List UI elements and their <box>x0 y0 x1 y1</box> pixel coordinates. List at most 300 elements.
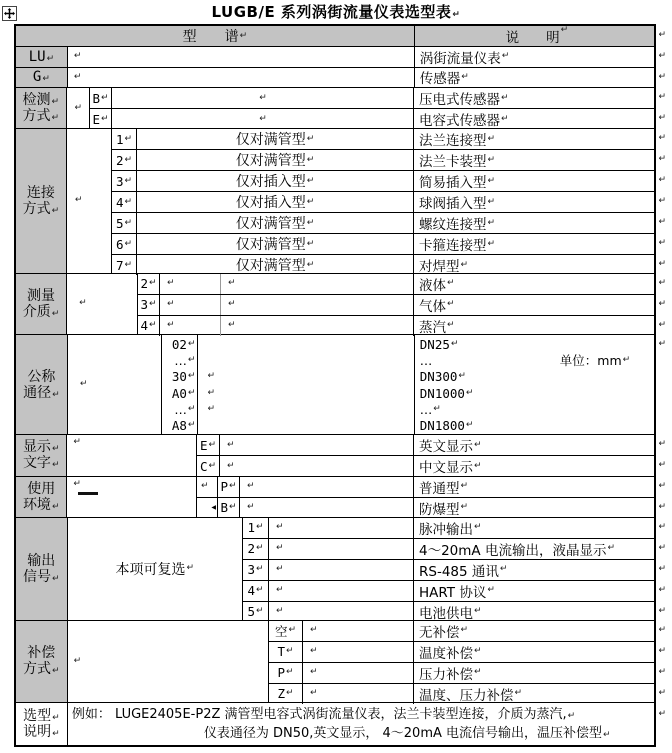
end-of-row-mark: ↵ <box>658 563 666 574</box>
option-row <box>112 171 666 192</box>
desc-cell[interactable]: 脉冲输出 ↵ <box>419 521 482 538</box>
end-of-row-mark: ↵ <box>658 71 666 82</box>
end-of-row-mark: ↵ <box>658 113 666 124</box>
paragraph-mark: ↵ <box>187 371 196 382</box>
group-selection-example <box>16 703 666 745</box>
multi-select-note-cell[interactable]: 本项可复选 ↵ <box>68 518 243 620</box>
desc-cell[interactable]: 普通型 ↵ <box>419 480 469 497</box>
paragraph-mark: ↵ <box>52 573 60 584</box>
empty-cell[interactable] <box>269 518 414 538</box>
paragraph-mark: ↵ <box>51 501 60 512</box>
paragraph-mark: ↵ <box>460 259 469 270</box>
empty-cell[interactable] <box>240 477 414 497</box>
paragraph-mark: ↵ <box>208 460 217 471</box>
paragraph-mark: ↵ <box>447 320 455 331</box>
paragraph-mark: ↵ <box>247 481 255 492</box>
option-code-cell[interactable]: B ↵ <box>218 498 240 518</box>
merged-empty-cell[interactable] <box>67 477 197 517</box>
empty-cell[interactable] <box>220 295 414 315</box>
option-code-cell[interactable]: 2 ↵ <box>138 274 160 294</box>
paragraph-mark: ↵ <box>465 387 474 398</box>
paragraph-mark: ↵ <box>474 646 482 657</box>
paragraph-mark: ↵ <box>487 585 495 596</box>
paragraph-mark: ↵ <box>208 439 217 450</box>
group-label-output[interactable]: 输出 信号↵ <box>16 518 68 620</box>
paragraph-mark: ↵ <box>501 51 510 62</box>
end-of-row-mark: ↵ <box>658 501 666 512</box>
end-of-row-mark: ↵ <box>658 154 666 165</box>
group-label-medium[interactable]: 测量 介质↵ <box>16 274 67 335</box>
end-of-row-mark: ↵ <box>658 542 666 553</box>
paragraph-mark: ↵ <box>622 354 631 365</box>
paragraph-mark: ↵ <box>461 71 469 82</box>
paragraph-mark: ↵ <box>607 543 615 554</box>
paragraph-mark: ↵ <box>259 113 267 124</box>
option-row <box>138 274 666 295</box>
option-code-cell[interactable]: P ↵ <box>218 477 240 497</box>
empty-cell[interactable] <box>303 642 414 662</box>
paragraph-mark: ↵ <box>124 196 133 207</box>
paragraph-mark: ↵ <box>474 460 482 471</box>
paragraph-mark: ↵ <box>487 238 496 249</box>
paragraph-mark: ↵ <box>474 439 482 450</box>
paragraph-mark: ↵ <box>276 585 284 596</box>
option-code-cell[interactable]: C ↵ <box>197 456 220 476</box>
end-of-row-mark: ↵ <box>658 624 666 635</box>
clipped-paragraph-mark: ◀ <box>211 504 216 512</box>
option-code-cell[interactable]: 1 ↵ <box>112 129 137 149</box>
note-cell[interactable]: 仅对满管型 ↵ <box>137 255 414 275</box>
paragraph-mark: ↵ <box>52 666 60 677</box>
option-row <box>138 316 666 336</box>
desc-cell[interactable]: 无补偿 ↵ <box>419 624 469 641</box>
option-code-cell[interactable]: 4 ↵ <box>243 581 269 601</box>
paragraph-mark: ↵ <box>124 238 133 249</box>
page-title[interactable] <box>0 1 672 22</box>
paragraph-mark: ↵ <box>100 113 109 124</box>
empty-cell[interactable] <box>269 581 414 601</box>
paragraph-mark: ↵ <box>187 338 196 349</box>
paragraph-mark: ↵ <box>460 481 469 492</box>
group-medium <box>16 274 666 336</box>
option-code-cell[interactable]: 5 ↵ <box>112 213 137 233</box>
paragraph-mark: ↵ <box>124 154 133 165</box>
group-label-environment[interactable]: 使用 环境↵ <box>16 477 67 517</box>
paragraph-mark: ↵ <box>487 196 496 207</box>
end-of-row-mark: ↵ <box>658 133 666 144</box>
desc-cell[interactable]: 电池供电 ↵ <box>419 605 482 622</box>
paragraph-mark: ↵ <box>310 688 318 699</box>
desc-cell[interactable]: 温度、压力补偿 ↵ <box>419 687 523 704</box>
group-label-connection[interactable]: 连接 方式↵ <box>16 129 67 272</box>
end-of-row-mark: ↵ <box>658 319 666 330</box>
paragraph-mark: ↵ <box>52 729 60 740</box>
paragraph-mark: ↵ <box>487 217 496 228</box>
group-compensation <box>16 621 666 704</box>
end-of-row-mark: ↵ <box>658 217 666 228</box>
empty-cell[interactable] <box>220 456 414 476</box>
paragraph-mark: ↵ <box>567 711 576 722</box>
end-of-row-mark: ↵ <box>658 687 666 698</box>
paragraph-mark: ↵ <box>228 299 236 310</box>
group-nominal-diameter <box>16 335 666 435</box>
paragraph-mark: ↵ <box>465 420 474 431</box>
empty-cell[interactable] <box>303 663 414 683</box>
paragraph-mark: ↵ <box>306 217 315 228</box>
end-of-row-mark: ↵ <box>658 521 666 532</box>
group-output-signal <box>16 518 666 622</box>
option-row <box>269 642 666 663</box>
desc-cell[interactable]: 英文显示 ↵ <box>419 439 482 456</box>
paragraph-mark: ↵ <box>51 113 60 124</box>
desc-cell[interactable]: HART 协议 ↵ <box>419 584 495 601</box>
end-of-row-mark: ↵ <box>658 277 666 288</box>
desc-cell[interactable]: 涡街流量仪表 ↵ <box>419 50 510 67</box>
table-header-row <box>16 26 666 47</box>
empty-cell[interactable] <box>160 295 220 315</box>
end-of-row-mark: ↵ <box>658 339 666 350</box>
paragraph-mark: ↵ <box>487 133 496 144</box>
option-code-cell[interactable]: 空 ↵ <box>269 621 303 641</box>
group-label-example[interactable]: 选型↵ 说明↵ <box>16 703 68 745</box>
option-row <box>243 518 666 539</box>
option-code-cell[interactable]: P ↵ <box>269 663 303 683</box>
selection-table <box>14 24 666 747</box>
option-row <box>197 477 666 498</box>
empty-cell[interactable] <box>240 498 414 518</box>
option-row <box>197 498 666 518</box>
desc-cell[interactable]: 传感器 ↵ <box>419 71 469 88</box>
paragraph-mark: ↵ <box>433 403 441 414</box>
paragraph-mark: ↵ <box>259 92 267 103</box>
paragraph-mark: ↵ <box>474 667 482 678</box>
title-text: LUGB/E 系列涡街流量仪表选型表 <box>211 3 452 21</box>
note-cell[interactable]: 仅对插入型 ↵ <box>137 171 414 191</box>
option-row <box>112 255 666 276</box>
end-of-row-mark: ↵ <box>658 92 666 103</box>
paragraph-mark: ↵ <box>487 154 496 165</box>
option-code-cell[interactable]: 5 ↵ <box>243 602 269 622</box>
paragraph-mark: ↵ <box>100 92 109 103</box>
option-row <box>243 560 666 581</box>
desc-cell[interactable]: 简易插入型 ↵ <box>419 175 496 192</box>
paragraph-mark: ↵ <box>306 175 315 186</box>
paragraph-mark: ↵ <box>187 403 196 414</box>
paragraph-mark: ↵ <box>452 10 461 20</box>
paragraph-mark: ↵ <box>73 71 82 82</box>
paragraph-mark: ↵ <box>51 97 60 108</box>
paragraph-mark: ↵ <box>255 564 264 575</box>
empty-cell[interactable] <box>269 602 414 622</box>
paragraph-mark: ↵ <box>288 625 297 636</box>
option-code-cell[interactable]: 1 ↵ <box>243 518 269 538</box>
option-row <box>243 581 666 602</box>
end-of-row-mark: ↵ <box>658 645 666 656</box>
code-cell-g[interactable]: G↵ <box>16 68 68 88</box>
paragraph-mark: ↵ <box>42 74 50 85</box>
empty-cell[interactable] <box>220 316 414 336</box>
header-cell-model[interactable]: 型 谱 ↵ <box>16 26 415 46</box>
paragraph-mark: ↵ <box>187 420 196 431</box>
paragraph-mark: ↵ <box>46 53 55 64</box>
merged-empty-cell[interactable] <box>67 88 90 128</box>
note-cell[interactable]: 仅对满管型 ↵ <box>137 150 414 170</box>
paragraph-mark: ↵ <box>207 371 215 382</box>
end-of-row-mark: ↵ <box>658 259 666 270</box>
option-code-cell[interactable]: 6 ↵ <box>112 234 137 254</box>
option-code-cell[interactable]: 3 ↵ <box>138 295 160 315</box>
option-code-cell[interactable]: 7 ↵ <box>112 255 137 275</box>
group-environment <box>16 477 666 518</box>
option-row <box>269 684 666 704</box>
option-row <box>197 456 666 477</box>
desc-cell[interactable]: 法兰连接型 ↵ <box>419 133 496 150</box>
empty-cell[interactable] <box>220 274 414 294</box>
desc-cell[interactable]: 液体 ↵ <box>419 277 455 294</box>
group-detection-mode <box>16 88 666 130</box>
merged-empty-cell[interactable] <box>67 435 197 475</box>
end-of-row-mark: ↵ <box>658 196 666 207</box>
group-connection-mode <box>16 129 666 276</box>
paragraph-mark: ↵ <box>167 278 175 289</box>
example-text-cell[interactable]: 例如： LUGE2405E-P2Z 满管型电容式涡街流量仪表，法兰卡装型连接，介质为蒸汽,↵ 仪表通径为 DN50,英文显示， 4～20mA 电流信号输出，温压补偿型↵ <box>71 707 611 742</box>
empty-note-cell[interactable] <box>112 88 414 108</box>
note-cell[interactable]: 仅对插入型 ↵ <box>137 192 414 212</box>
row-lu <box>16 47 666 68</box>
paragraph-mark: ↵ <box>227 460 235 471</box>
option-row <box>243 539 666 560</box>
paragraph-mark: ↵ <box>285 688 294 699</box>
paragraph-mark: ↵ <box>124 259 133 270</box>
paragraph-mark: ↵ <box>228 320 236 331</box>
group-label-compensation[interactable]: 补偿 方式↵ <box>16 621 68 702</box>
paragraph-mark: ↵ <box>285 667 294 678</box>
desc-cell[interactable]: 温度补偿 ↵ <box>419 645 482 662</box>
paragraph-mark: ↵ <box>560 26 569 35</box>
paragraph-mark: ↵ <box>501 113 509 124</box>
desc-cell[interactable]: 电容式传感器 ↵ <box>419 113 509 130</box>
paragraph-mark: ↵ <box>186 563 195 574</box>
paragraph-mark: ↵ <box>148 299 157 310</box>
empty-cell[interactable] <box>269 560 414 580</box>
option-row <box>112 129 666 150</box>
row-g <box>16 68 666 89</box>
code-cell-lu[interactable]: LU↵ <box>16 47 68 67</box>
option-code-cell[interactable]: 2 ↵ <box>243 539 269 559</box>
paragraph-mark: ↵ <box>255 543 264 554</box>
paragraph-mark: ↵ <box>603 730 611 741</box>
end-of-row-mark: ↵ <box>658 30 666 40</box>
connection-rows <box>112 129 666 276</box>
paragraph-mark: ↵ <box>51 444 60 455</box>
paragraph-mark: ↵ <box>148 278 157 289</box>
empty-cell[interactable] <box>160 274 220 294</box>
paragraph-mark: ↵ <box>167 320 175 331</box>
option-code-cell[interactable]: Z ↵ <box>269 684 303 704</box>
paragraph-mark: ↵ <box>227 439 235 450</box>
paragraph-mark: ↵ <box>51 308 60 319</box>
end-of-row-mark: ↵ <box>658 584 666 595</box>
desc-cell[interactable]: 螺纹连接型 ↵ <box>419 217 496 234</box>
diameter-desc-cell[interactable]: DN25 ↵ … 单位：mm ↵ DN300 ↵ DN1000 ↵ … ↵ DN1800 ↵ <box>419 336 631 434</box>
option-code-cell[interactable]: E ↵ <box>197 435 220 455</box>
option-code-cell[interactable]: 4 ↵ <box>138 316 160 336</box>
paragraph-mark: ↵ <box>187 354 196 365</box>
paragraph-mark: ↵ <box>447 299 455 310</box>
desc-cell[interactable]: 中文显示 ↵ <box>419 460 482 477</box>
end-of-row-mark: ↵ <box>658 439 666 450</box>
paragraph-mark: ↵ <box>51 460 60 471</box>
option-code-cell[interactable]: 3 ↵ <box>243 560 269 580</box>
paragraph-mark: ↵ <box>228 278 236 289</box>
option-code-cell[interactable]: E ↵ <box>90 109 112 129</box>
empty-cell[interactable] <box>269 539 414 559</box>
paragraph-mark: ↵ <box>73 51 82 62</box>
empty-cell[interactable] <box>303 684 414 704</box>
paragraph-mark: ↵ <box>460 625 469 636</box>
paragraph-mark: ↵ <box>79 298 87 309</box>
empty-note-cell[interactable] <box>112 109 414 129</box>
paragraph-mark: ↵ <box>501 92 509 103</box>
desc-cell[interactable]: 4～20mA 电流输出，液晶显示 ↵ <box>419 542 615 559</box>
paragraph-mark: ↵ <box>239 30 248 41</box>
paragraph-mark: ↵ <box>458 371 466 382</box>
merged-empty-cell[interactable] <box>67 129 112 272</box>
paragraph-mark: ↵ <box>255 522 264 533</box>
desc-cell[interactable]: 防爆型 ↵ <box>419 501 469 518</box>
merged-empty-cell[interactable] <box>68 621 269 702</box>
empty-cell[interactable] <box>303 621 414 641</box>
option-row <box>269 621 666 642</box>
option-code-cell[interactable]: 3 ↵ <box>112 171 137 191</box>
merged-empty-cell[interactable] <box>68 335 162 434</box>
paragraph-mark: ↵ <box>306 238 315 249</box>
paragraph-mark: ↵ <box>124 175 133 186</box>
paragraph-mark: ↵ <box>207 387 215 398</box>
option-row <box>197 435 666 456</box>
paragraph-mark: ↵ <box>474 522 482 533</box>
paragraph-mark: ↵ <box>73 478 81 489</box>
desc-cell[interactable]: RS-485 通讯 ↵ <box>419 563 508 580</box>
paragraph-mark: ↵ <box>73 655 82 666</box>
end-of-row-mark: ↵ <box>658 666 666 677</box>
option-row <box>112 192 666 213</box>
paragraph-mark: ↵ <box>74 195 83 206</box>
paragraph-mark: ↵ <box>124 217 133 228</box>
desc-cell[interactable]: 压力补偿 ↵ <box>419 666 482 683</box>
paragraph-mark: ↵ <box>255 585 264 596</box>
empty-cell[interactable] <box>197 498 218 518</box>
paragraph-mark: ↵ <box>306 196 315 207</box>
paragraph-mark: ↵ <box>74 102 83 113</box>
paragraph-mark: ↵ <box>310 625 318 636</box>
paragraph-mark: ↵ <box>276 522 284 533</box>
note-cell[interactable]: 仅对满管型 ↵ <box>137 234 414 254</box>
option-row <box>90 109 666 130</box>
paragraph-mark: ↵ <box>487 175 496 186</box>
paragraph-mark: ↵ <box>228 502 237 513</box>
desc-cell[interactable]: 蒸汽 ↵ <box>419 319 455 336</box>
end-of-row-mark: ↵ <box>658 51 666 61</box>
paragraph-mark: ↵ <box>306 259 315 270</box>
diameter-codes-cell[interactable]: 02 ↵ … ↵ 30 ↵ A0 ↵ … ↵ A8 ↵ <box>162 335 199 434</box>
group-label-diameter[interactable]: 公称 通径↵ <box>16 335 68 434</box>
desc-cell[interactable]: 球阀插入型 ↵ <box>419 196 496 213</box>
option-row <box>112 234 666 255</box>
end-of-row-mark: ↵ <box>658 298 666 309</box>
group-label-detection[interactable]: 检测↵ 方式↵ <box>16 88 67 128</box>
empty-model-cell[interactable] <box>68 47 415 67</box>
paragraph-mark: ↵ <box>187 387 196 398</box>
end-of-row-mark: ↵ <box>658 709 666 720</box>
paragraph-mark: ↵ <box>460 502 469 513</box>
dash-mark <box>78 492 98 495</box>
note-cell[interactable]: 仅对满管型 ↵ <box>137 129 414 149</box>
paragraph-mark: ↵ <box>73 437 81 448</box>
end-of-row-mark: ↵ <box>658 238 666 249</box>
paragraph-mark: ↵ <box>247 502 255 513</box>
group-display-language <box>16 435 666 477</box>
paragraph-mark: ↵ <box>514 688 523 699</box>
unit-label: 单位：mm ↵ <box>559 353 631 369</box>
empty-cell[interactable] <box>220 435 414 455</box>
paragraph-mark: ↵ <box>167 299 175 310</box>
paragraph-mark: ↵ <box>474 606 482 617</box>
option-row <box>112 150 666 171</box>
option-code-cell[interactable]: B ↵ <box>90 88 112 108</box>
paragraph-mark: ↵ <box>310 646 318 657</box>
end-of-row-mark: ↵ <box>658 175 666 186</box>
paragraph-mark: ↵ <box>306 133 315 144</box>
desc-cell[interactable]: 对焊型 ↵ <box>419 259 469 276</box>
empty-model-cell[interactable] <box>68 68 415 88</box>
paragraph-mark: ↵ <box>51 205 60 216</box>
merged-empty-cell[interactable] <box>198 335 414 434</box>
paragraph-mark: ↵ <box>499 564 508 575</box>
header-cell-desc[interactable]: 说 明 ↵ <box>415 26 654 46</box>
paragraph-mark: ↵ <box>276 606 284 617</box>
paragraph-mark: ↵ <box>306 154 315 165</box>
paragraph-mark: ↵ <box>124 133 133 144</box>
note-cell[interactable]: 仅对满管型 ↵ <box>137 213 414 233</box>
option-code-cell[interactable]: 2 ↵ <box>112 150 137 170</box>
empty-cell[interactable] <box>160 316 220 336</box>
group-label-display[interactable]: 显示↵ 文字↵ <box>16 435 67 475</box>
paragraph-mark: ↵ <box>276 564 284 575</box>
end-of-row-mark: ↵ <box>658 605 666 616</box>
paragraph-mark: ↵ <box>450 338 459 349</box>
paragraph-mark: ↵ <box>52 713 60 724</box>
desc-cell[interactable]: 气体 ↵ <box>419 298 455 315</box>
option-row <box>90 88 666 109</box>
paragraph-mark: ↵ <box>201 481 209 492</box>
desc-cell[interactable]: 法兰卡装型 ↵ <box>419 154 496 171</box>
paragraph-mark: ↵ <box>228 481 237 492</box>
option-code-cell[interactable]: T ↵ <box>269 642 303 662</box>
paragraph-mark: ↵ <box>310 667 318 678</box>
option-row <box>112 213 666 234</box>
paragraph-mark: ↵ <box>52 389 60 400</box>
paragraph-mark: ↵ <box>79 379 88 390</box>
desc-cell[interactable]: 卡箍连接型 ↵ <box>419 238 496 255</box>
merged-empty-cell[interactable] <box>67 274 138 335</box>
desc-cell[interactable]: 压电式传感器 ↵ <box>419 92 509 109</box>
option-row <box>243 602 666 622</box>
option-code-cell[interactable]: 4 ↵ <box>112 192 137 212</box>
empty-cell[interactable] <box>197 477 218 497</box>
option-row <box>269 663 666 684</box>
paragraph-mark: ↵ <box>276 543 284 554</box>
